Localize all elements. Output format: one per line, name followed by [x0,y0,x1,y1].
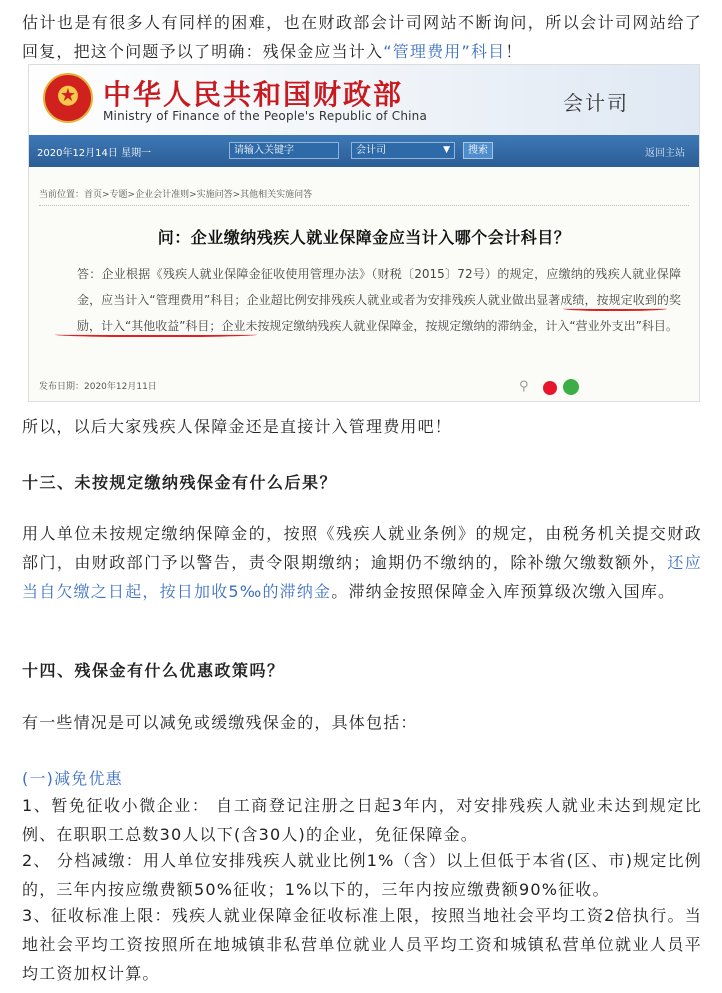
intro-paragraph [22,8,702,66]
chevron-down-icon: ▼ [443,145,450,155]
answer-text [53,261,681,339]
department-name: 会计司 [563,91,629,115]
nav-bar [29,135,699,167]
list-item: 3、征收标准上限：残疾人就业保障金征收标准上限，按照当地社会平均工资2倍执行。当地社会平均工资按照所在地城镇非私营单位就业人员平均工资和城镇私营单位就业人员平均工资加权计算。 [22,906,702,983]
mof-screenshot [28,64,700,402]
red-underline-2 [55,331,257,337]
search-input[interactable]: 请输入关键字 [229,142,339,159]
section13-body-start: 用人单位未按规定缴纳保障金的，按照《残疾人就业条例》的规定，由税务机关提交财政部门，由财政部门予以警告，责令限期缴纳；逾期仍不缴纳的，除补缴欠缴数额外， [22,524,702,572]
publish-date: 发布日期：2020年12月11日 [39,382,157,392]
breadcrumb: 当前位置：首页>专题>企业会计准则>实施问答>其他相关实施问答 [39,190,313,200]
question-title: 问：企业缴纳残疾人就业保障金应当计入哪个会计科目？ [157,228,571,247]
weibo-icon[interactable] [543,381,557,395]
intro-text: 估计也是有很多人有同样的困难，也在财政部会计司网站不断询问，所以会计司网站给了回复，把这个问题予以了明确：残保金应当计入 [22,13,702,61]
section13-highlight: 还应当自欠缴之日起，按日加收5‰的滞纳金 [22,553,703,601]
section13-body-end: 。滞纳金按照保障金入库预算级次缴入国库。 [331,582,676,601]
wechat-icon[interactable] [563,379,579,395]
nav-date: 2020年12月14日 星期一 [37,148,152,159]
national-emblem-icon [43,73,93,123]
site-banner [29,65,699,135]
site-title-en: Ministry of Finance of the People's Republic of China [103,109,428,123]
intro-highlight: “管理费用”科目 [383,42,506,61]
site-title-zh: 中华人民共和国财政部 [103,78,404,111]
section13-body [22,519,702,606]
intro-end: ！ [505,42,523,61]
back-to-main-link[interactable]: 返回主站 [645,148,685,159]
list-item: 1、暂免征收小微企业： 自工商登记注册之日起3年内，对安排残疾人就业未达到规定比例、在职职工总数30人以下(含30人)的企业，免征保障金。 [22,796,702,844]
search-button[interactable]: 搜索 [463,142,493,159]
section13-heading: 十三、未按规定缴纳残保金有什么后果？ [22,473,338,492]
conclusion: 所以，以后大家残疾人保障金还是直接计入管理费用吧！ [22,417,453,436]
red-underline-1 [563,305,667,311]
share-icon[interactable]: ⚲ [519,379,529,394]
section14-heading: 十四、残保金有什么优惠政策吗？ [22,661,285,680]
section14-subheading: (一)减免优惠 [22,769,123,788]
section-select-value: 会计司 [356,145,386,156]
section-select[interactable] [351,142,455,159]
divider [39,205,689,206]
emblem-star: ★ [59,85,77,106]
answer-body: 答：企业根据《残疾人就业保障金征收使用管理办法》（财税〔2015〕72号）的规定，应缴纳的残疾人就业保障金，应当计入“管理费用”科目；企业超比例安排残疾人就业或者为安排残疾人就业做出显著成绩，按规定收到的奖励，计入“其他收益”科目；企业未按规定缴纳残疾人就业保障金，按规定缴纳的滞纳金，计入“营业外支出”科目。 [77,267,681,333]
section14-intro: 有一些情况是可以减免或缓缴残保金的，具体包括： [22,713,418,732]
list-item: 2、 分档减缴：用人单位安排残疾人就业比例1%（含）以上但低于本省(区、市)规定比例的，三年内按应缴费额50%征收；1%以下的，三年内按应缴费额90%征收。 [22,851,702,899]
